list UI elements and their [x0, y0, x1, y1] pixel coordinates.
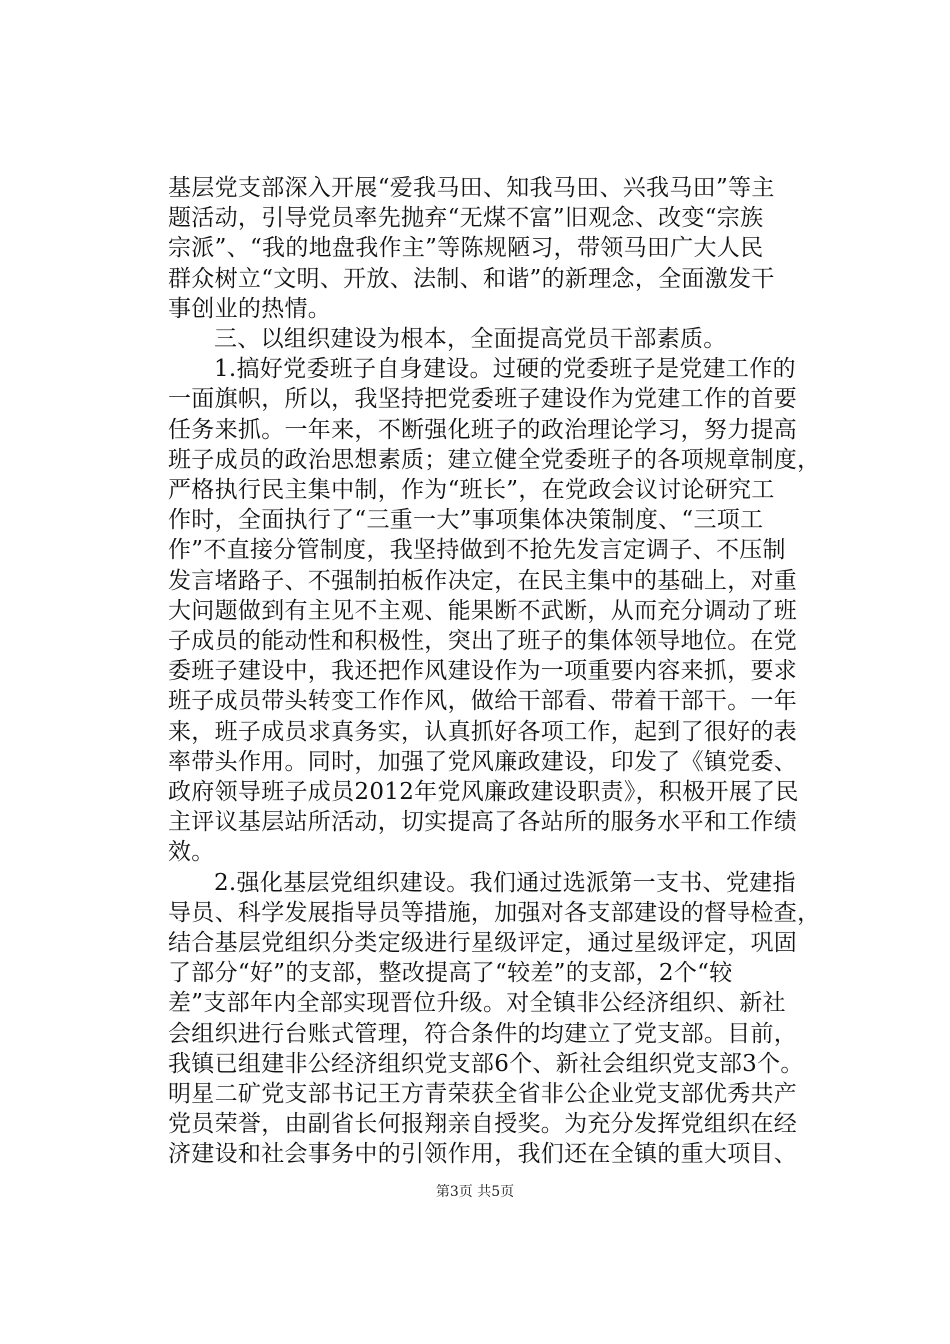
paragraph-line: 来，班子成员求真务实，认真抓好各项工作，起到了很好的表 — [168, 718, 798, 745]
paragraph-line: 群众树立“文明、开放、法制、和谐”的新理念，全面激发干 — [168, 265, 775, 292]
section-heading: 三、以组织建设为根本，全面提高党员干部素质。 — [214, 326, 727, 352]
paragraph-line: 作时，全面执行了“三重一大”事项集体决策制度、“三项工 — [168, 507, 764, 534]
paragraph-line: 事创业的热情。 — [168, 295, 332, 322]
paragraph-line: 班子成员的政治思想素质；建立健全党委班子的各项规章制度， — [168, 446, 821, 473]
paragraph-line: 作”不直接分管制度，我坚持做到不抢先发言定调子、不压制 — [168, 537, 786, 564]
paragraph-line: 党员荣誉，由副省长何报翔亲自授奖。为充分发挥党组织在经 — [168, 1111, 798, 1138]
paragraph-line: 子成员的能动性和积极性，突出了班子的集体领导地位。在党 — [168, 628, 798, 654]
paragraph-line: 结合基层党组织分类定级进行星级评定，通过星级评定，巩固 — [168, 930, 798, 956]
paragraph-line: 导员、科学发展指导员等措施，加强对各支部建设的督导检查， — [168, 899, 821, 926]
paragraph-line: 效。 — [168, 839, 215, 866]
paragraph-line: 1.搞好党委班子自身建设。过硬的党委班子是党建工作的 — [214, 356, 796, 383]
paragraph-line: 2.强化基层党组织建设。我们通过选派第一支书、党建指 — [214, 869, 796, 896]
paragraph-line: 差”支部年内全部实现晋位升级。对全镇非公经济组织、新社 — [168, 990, 786, 1017]
paragraph-line: 济建设和社会事务中的引领作用，我们还在全镇的重大项目、 — [168, 1141, 798, 1168]
paragraph-line: 了部分“好”的支部，整改提高了“较差”的支部，2个“较 — [168, 960, 733, 987]
paragraph-line: 一面旗帜，所以，我坚持把党委班子建设作为党建工作的首要 — [168, 386, 798, 413]
paragraph-line: 我镇已组建非公经济组织党支部6个、新社会组织党支部3个。 — [168, 1050, 804, 1077]
paragraph-line: 基层党支部深入开展“爱我马田、知我马田、兴我马田”等主 — [168, 175, 775, 201]
paragraph-line: 发言堵路子、不强制拍板作决定，在民主集中的基础上，对重 — [168, 567, 798, 594]
paragraph-line: 题活动，引导党员率先抛弃“无煤不富”旧观念、改变“宗族 — [168, 205, 764, 232]
paragraph-line: 会组织进行台账式管理，符合条件的均建立了党支部。目前， — [168, 1020, 798, 1047]
paragraph-line: 政府领导班子成员2012年党风廉政建设职责》，积极开展了民 — [168, 779, 799, 805]
paragraph-line: 委班子建设中，我还把作风建设作为一项重要内容来抓，要求 — [168, 658, 798, 685]
page-number-footer: 第3页 共5页 — [435, 1183, 515, 1200]
paragraph-line: 班子成员带头转变工作作风，做给干部看、带着干部干。一年 — [168, 688, 798, 715]
paragraph-line: 任务来抓。一年来，不断强化班子的政治理论学习，努力提高 — [168, 416, 798, 443]
paragraph-line: 严格执行民主集中制，作为“班长”，在党政会议讨论研究工 — [168, 477, 775, 503]
paragraph-line: 率带头作用。同时，加强了党风廉政建设，印发了《镇党委、 — [168, 748, 798, 775]
paragraph-line: 大问题做到有主见不主观、能果断不武断，从而充分调动了班 — [168, 597, 798, 624]
paragraph-line: 宗派”、“我的地盘我作主”等陈规陋习，带领马田广大人民 — [168, 235, 764, 262]
paragraph-line: 主评议基层站所活动，切实提高了各站所的服务水平和工作绩 — [168, 809, 798, 836]
paragraph-line: 明星二矿党支部书记王方青荣获全省非公企业党支部优秀共产 — [168, 1081, 798, 1107]
